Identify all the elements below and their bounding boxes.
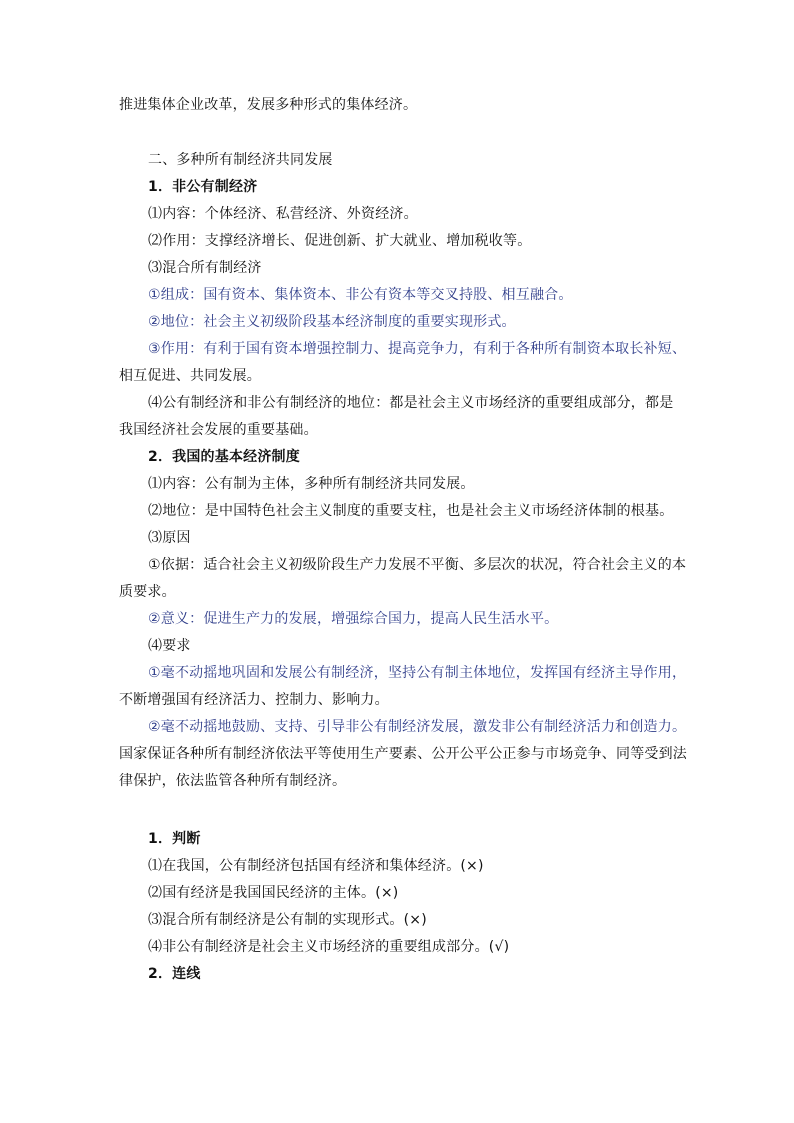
exercise-heading: 2．连线 — [148, 966, 201, 982]
text-line: ③作用：有利于国有资本增强控制力、提高竞争力，有利于各种所有制资本取长补短、 — [148, 341, 687, 357]
text-line: ⑷公有制经济和非公有制经济的地位：都是社会主义市场经济的重要组成部分，都是 — [148, 395, 674, 411]
text-line: ⑴内容：公有制为主体，多种所有制经济共同发展。 — [148, 476, 475, 492]
text-line: ①组成：国有资本、集体资本、非公有资本等交叉持股、相互融合。 — [148, 287, 573, 303]
text-line: ⑶混合所有制经济 — [148, 260, 262, 276]
exercise-heading: 1．判断 — [148, 831, 201, 847]
text-line: ①依据：适合社会主义初级阶段生产力发展不平衡、多层次的状况，符合社会主义的本 — [148, 557, 687, 573]
text-line: ⑴内容：个体经济、私营经济、外资经济。 — [148, 206, 418, 222]
exercise-item: ⑵国有经济是我国国民经济的主体。(×) — [148, 885, 399, 901]
text-line: ⑷要求 — [148, 638, 191, 654]
exercise-item: ⑶混合所有制经济是公有制的实现形式。(×) — [148, 912, 427, 928]
text-line: 国家保证各种所有制经济依法平等使用生产要素、公开公平公正参与市场竞争、同等受到法 — [119, 746, 687, 762]
text-line: ⑵作用：支撑经济增长、促进创新、扩大就业、增加税收等。 — [148, 233, 532, 249]
text-line: 我国经济社会发展的重要基础。 — [119, 422, 318, 438]
text-line: ②意义：促进生产力的发展，增强综合国力，提高人民生活水平。 — [148, 611, 559, 627]
subsection-heading: 2．我国的基本经济制度 — [148, 449, 300, 465]
text-line: 质要求。 — [119, 584, 176, 600]
section-heading: 二、多种所有制经济共同发展 — [148, 152, 333, 168]
text-line: ⑶原因 — [148, 530, 191, 546]
text-line: ②地位：社会主义初级阶段基本经济制度的重要实现形式。 — [148, 314, 516, 330]
subsection-heading: 1．非公有制经济 — [148, 179, 258, 195]
text-line: 律保护，依法监管各种所有制经济。 — [119, 773, 347, 789]
text-line: ①毫不动摇地巩固和发展公有制经济，坚持公有制主体地位，发挥国有经济主导作用， — [148, 665, 687, 681]
text-line: ⑵地位：是中国特色社会主义制度的重要支柱，也是社会主义市场经济体制的根基。 — [148, 503, 674, 519]
exercise-item: ⑴在我国，公有制经济包括国有经济和集体经济。(×) — [148, 858, 484, 874]
text-line: 不断增强国有经济活力、控制力、影响力。 — [119, 692, 389, 708]
exercise-item: ⑷非公有制经济是社会主义市场经济的重要组成部分。(√) — [148, 939, 510, 955]
text-line: 相互促进、共同发展。 — [119, 368, 261, 384]
text-line: 推进集体企业改革，发展多种形式的集体经济。 — [119, 97, 418, 113]
text-line: ②毫不动摇地鼓励、支持、引导非公有制经济发展，激发非公有制经济活力和创造力。 — [148, 719, 687, 735]
